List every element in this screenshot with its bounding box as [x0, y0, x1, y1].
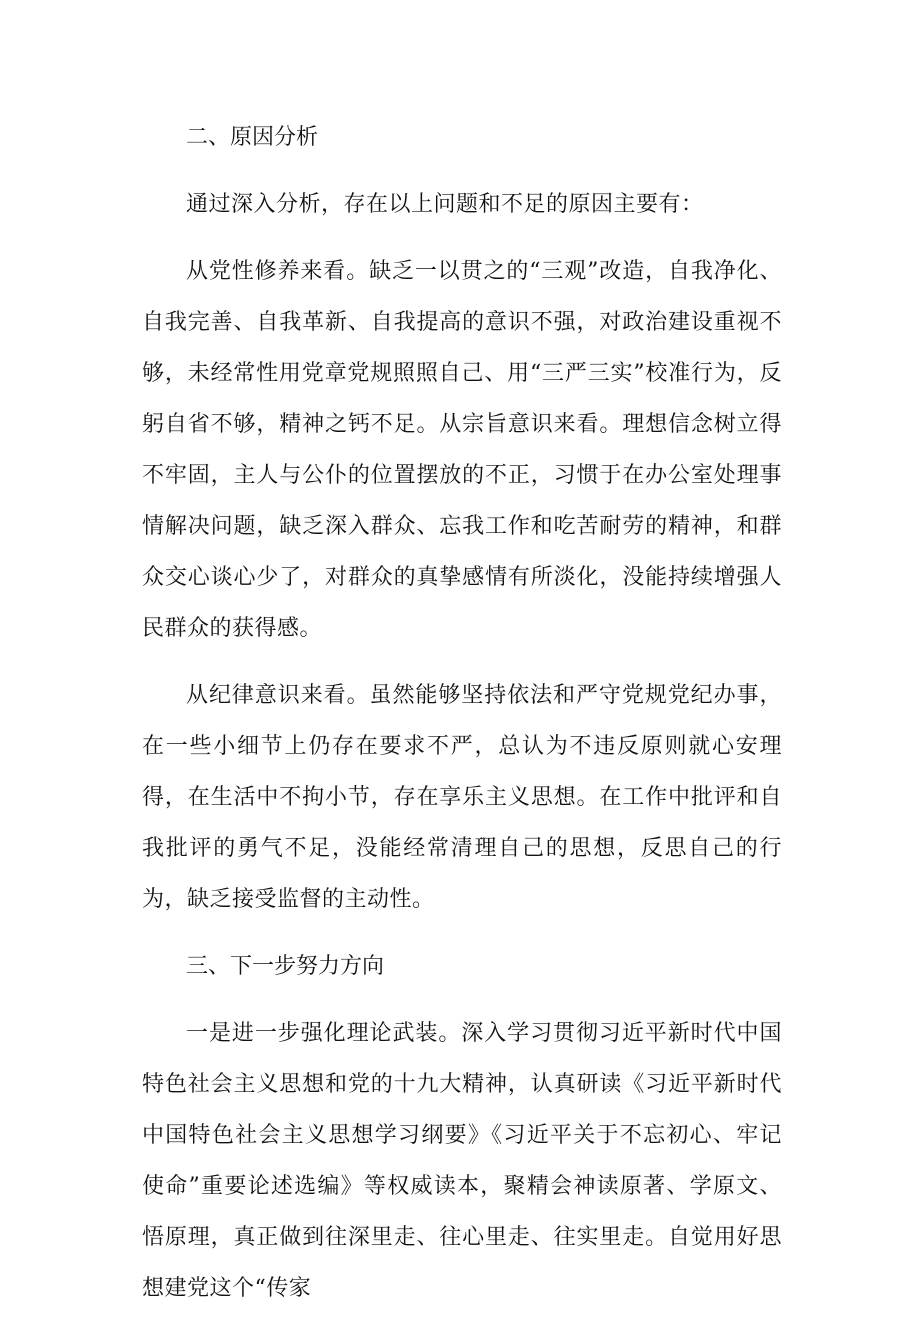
- paragraph-theory-study: 一是进一步强化理论武装。深入学习贯彻习近平新时代中国特色社会主义思想和党的十九大精神，认真研读《习近平新时代中国特色社会主义思想学习纲要》《习近平关于不忘初心、牢记使命”重要论述选编》等权威读本，聚精会神读原著、学原文、悟原理，真正做到往深里走、往心里走、往实里走。自觉用好思想建党这个“传家: [142, 1021, 782, 1301]
- document-body: [142, 112, 782, 1330]
- section-heading-next-steps: 三、下一步努力方向: [186, 954, 385, 979]
- paragraph-party-spirit: 从党性修养来看。缺乏一以贯之的“三观”改造，自我净化、自我完善、自我革新、自我提高的意识不强，对政治建设重视不够，未经常性用党章党规照照自己、用“三严三实”校准行为，反躬自省不够，精神之钙不足。从宗旨意识来看。理想信念树立得不牢固，主人与公仆的位置摆放的不正，习惯于在办公室处理事情解决问题，缺乏深入群众、忘我工作和吃苦耐劳的精神，和群众交心谈心少了，对群众的真挚感情有所淡化，没能持续增强人民群众的获得感。: [142, 259, 782, 641]
- paragraph-causes-intro: 通过深入分析，存在以上问题和不足的原因主要有：: [186, 192, 704, 217]
- section-heading-causes: 二、原因分析: [186, 125, 319, 150]
- paragraph-discipline: 从纪律意识来看。虽然能够坚持依法和严守党规党纪办事，在一些小细节上仍存在要求不严，总认为不违反原则就心安理得，在生活中不拘小节，存在享乐主义思想。在工作中批评和自我批评的勇气不足，没能经常清理自己的思想，反思自己的行为，缺乏接受监督的主动性。: [142, 683, 782, 912]
